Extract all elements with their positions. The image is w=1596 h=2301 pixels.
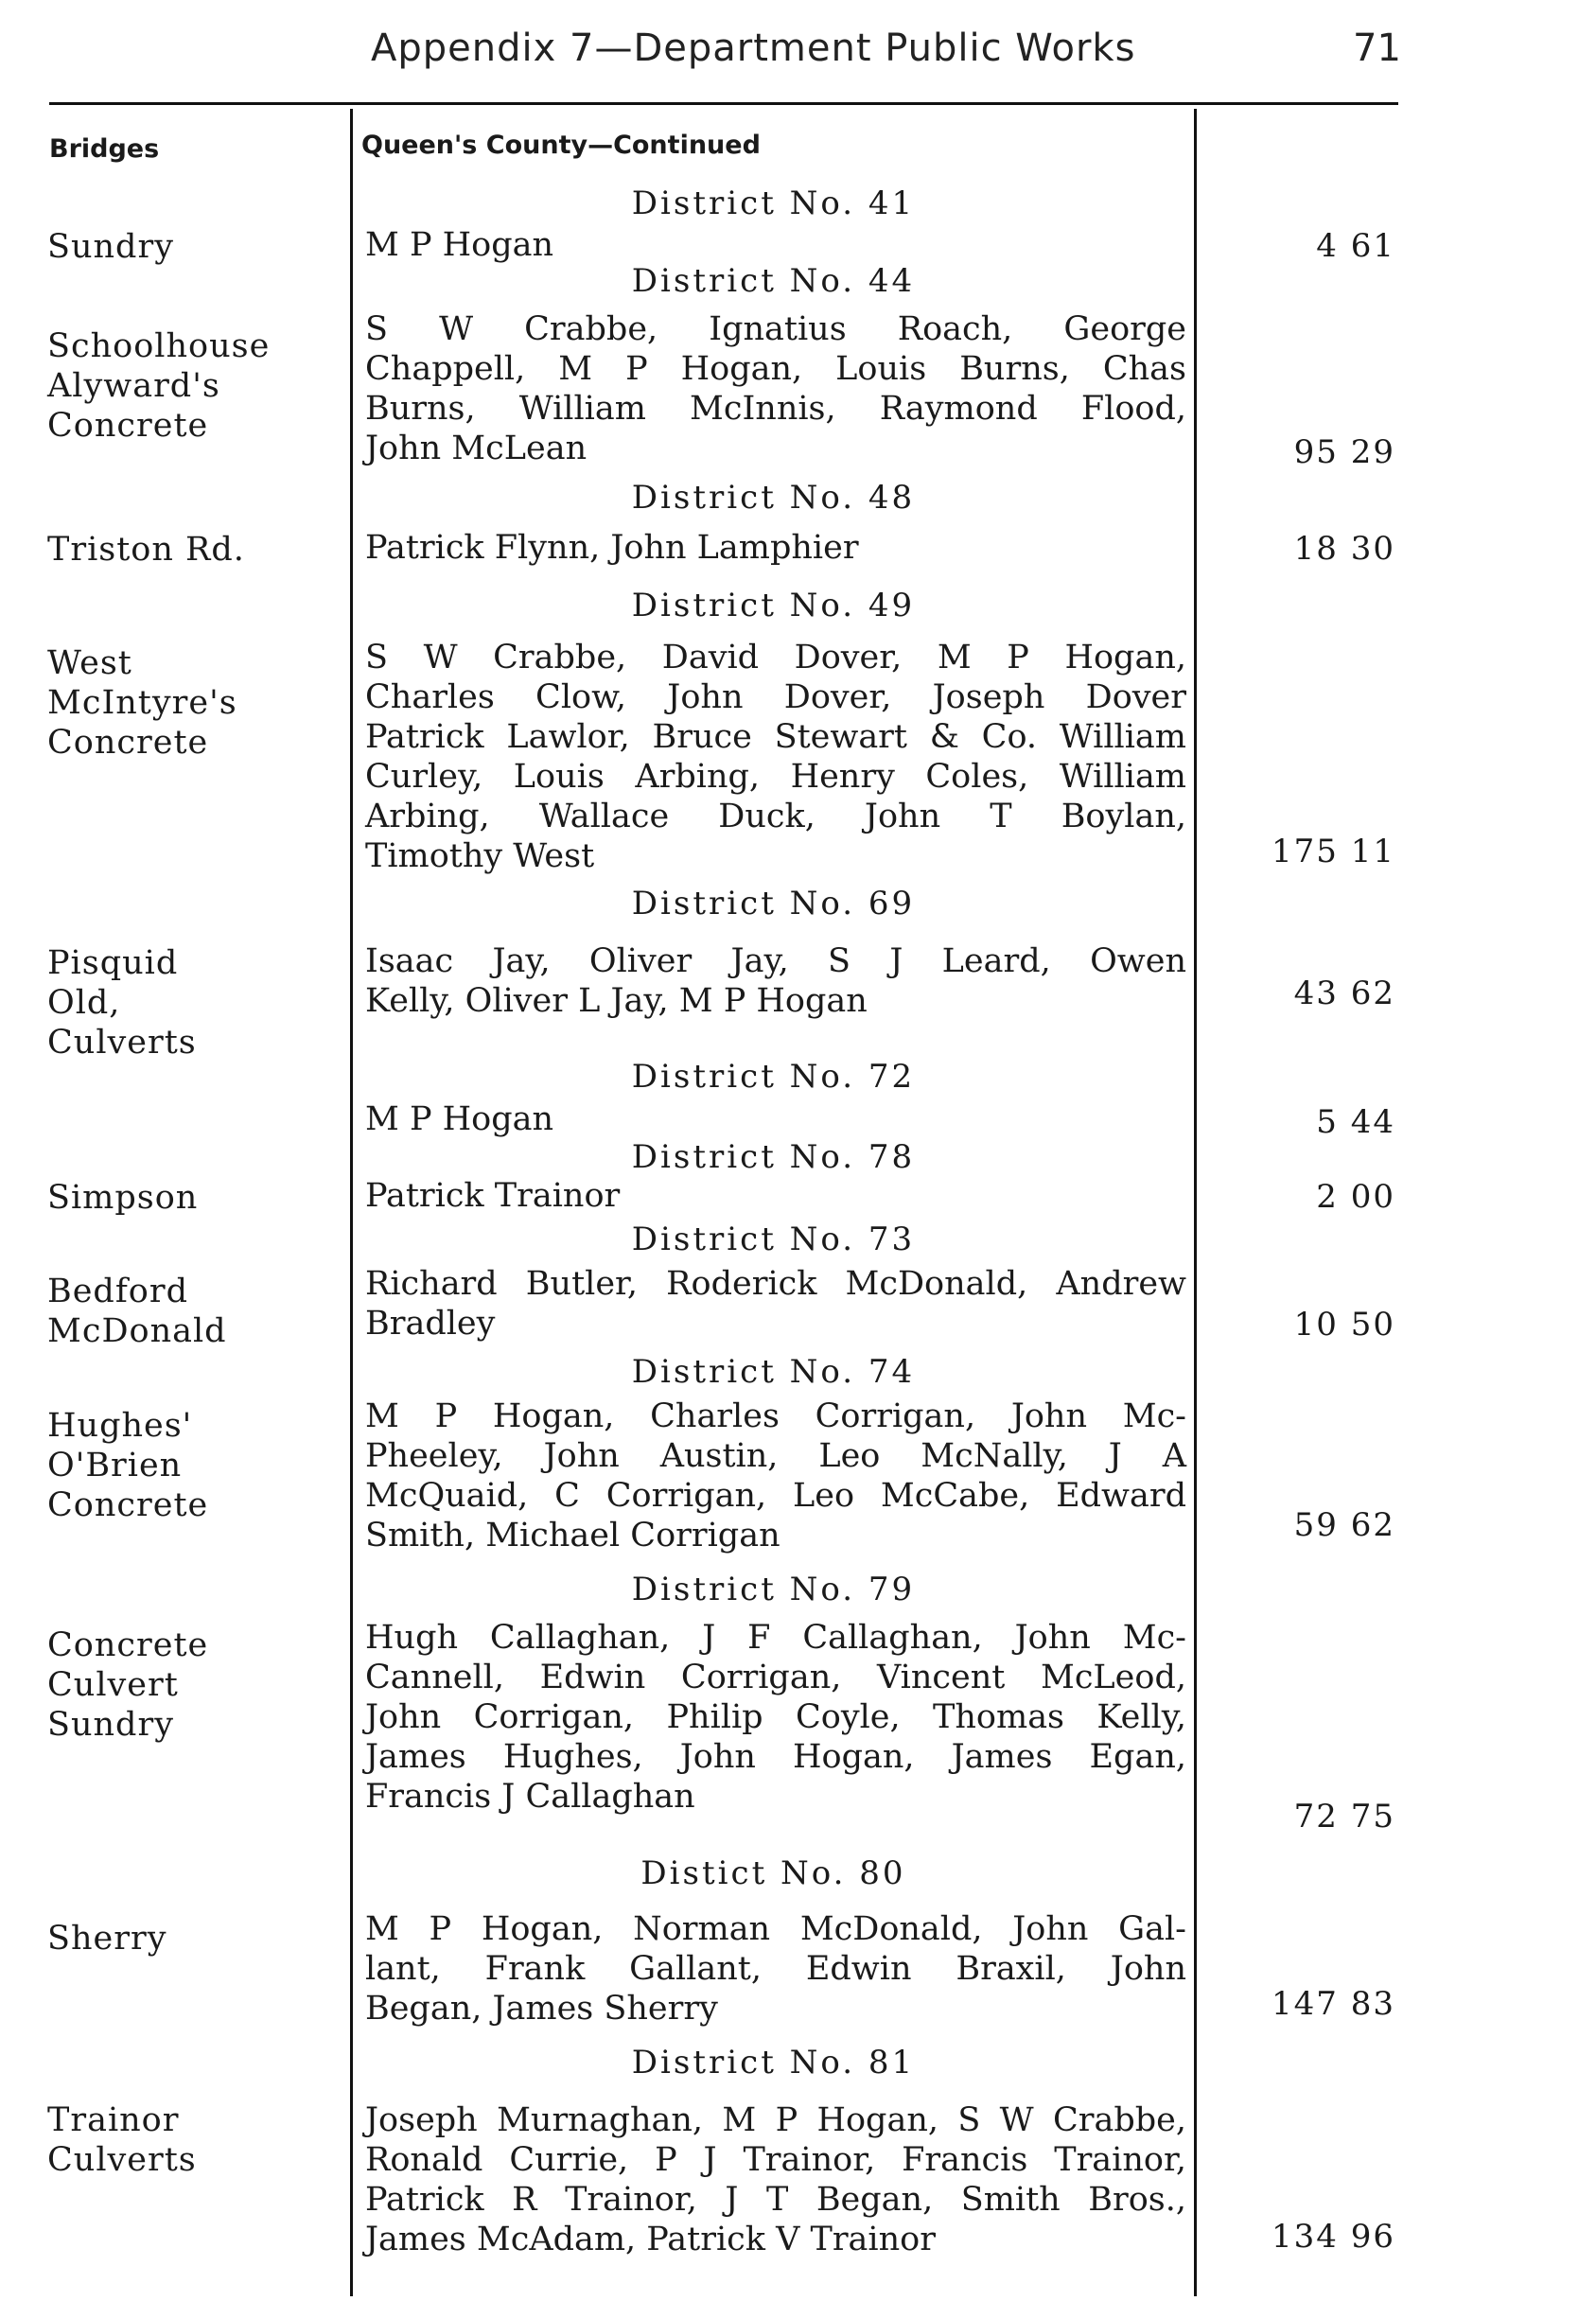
worker-names: [365, 225, 1186, 265]
worker-names-line: Richard Butler, Roderick McDonald, Andrew: [365, 1265, 1186, 1303]
worker-names: [365, 1099, 1186, 1139]
district-heading: District No. 69: [631, 885, 916, 922]
amount-value: 10 50: [1293, 1306, 1395, 1344]
worker-names-line: John Corrigan, Philip Coyle, Thomas Kelly,: [365, 1698, 1186, 1736]
bridge-name-line: Sherry: [47, 1920, 167, 1958]
district-heading: Distict No. 80: [640, 1854, 906, 1892]
bridge-name-line: Alyward's: [47, 367, 220, 405]
worker-names-line: Joseph Murnaghan, M P Hogan, S W Crabbe,: [365, 2101, 1186, 2139]
amount-value: 72 75: [1293, 1798, 1395, 1836]
worker-names-line: John McLean: [365, 430, 588, 467]
worker-names: [365, 2100, 1186, 2259]
district-heading: District No. 81: [631, 2044, 916, 2081]
worker-names: [365, 941, 1186, 1021]
worker-names-line: Isaac Jay, Oliver Jay, S J Leard, Owen: [365, 942, 1186, 980]
worker-names-line: S W Crabbe, David Dover, M P Hogan,: [365, 639, 1186, 676]
amount-value: 175 11: [1272, 833, 1395, 870]
worker-names-line: Hugh Callaghan, J F Callaghan, John Mc-: [365, 1619, 1186, 1657]
bridge-name-line: Concrete: [47, 724, 209, 762]
bridge-name-line: Concrete: [47, 1486, 209, 1524]
worker-names-line: M P Hogan: [365, 1100, 554, 1138]
bridge-name-line: McIntyre's: [47, 684, 237, 722]
worker-names-line: Cannell, Edwin Corrigan, Vincent McLeod,: [365, 1659, 1186, 1696]
bridge-name: [47, 1178, 341, 1218]
district-heading: District No. 72: [631, 1058, 916, 1096]
worker-names-line: McQuaid, C Corrigan, Leo McCabe, Edward: [365, 1477, 1186, 1515]
worker-names-line: Chappell, M P Hogan, Louis Burns, Chas: [365, 350, 1186, 388]
bridge-name-line: West: [47, 644, 132, 682]
column-divider-left: [350, 109, 353, 2296]
bridge-name-line: Culverts: [47, 1024, 197, 1062]
district-heading: District No. 78: [631, 1138, 916, 1176]
district-heading: District No. 79: [631, 1571, 916, 1608]
district-heading: District No. 73: [631, 1221, 916, 1258]
bridge-name-line: McDonald: [47, 1312, 227, 1350]
worker-names-line: Burns, William McInnis, Raymond Flood,: [365, 390, 1186, 428]
bridge-name-line: Sundry: [47, 228, 174, 266]
bridge-name: [47, 1272, 341, 1351]
bridge-name-line: Bedford: [47, 1273, 188, 1310]
amount-value: 5 44: [1316, 1103, 1395, 1141]
bridge-name-line: Schoolhouse: [47, 327, 271, 365]
amount-value: 2 00: [1316, 1178, 1395, 1216]
worker-names-line: Arbing, Wallace Duck, John T Boylan,: [365, 798, 1186, 835]
column-heading-county: Queen's County—Continued: [361, 131, 761, 160]
amount-value: 43 62: [1293, 975, 1395, 1012]
bridge-name: [47, 326, 341, 446]
bridge-name: [47, 1406, 341, 1525]
worker-names-line: Patrick R Trainor, J T Began, Smith Bros.,: [365, 2181, 1186, 2219]
bridge-name: [47, 1919, 341, 1958]
worker-names-line: lant, Frank Gallant, Edwin Braxil, John: [365, 1950, 1186, 1988]
worker-names: [365, 1264, 1186, 1344]
worker-names-line: M P Hogan, Charles Corrigan, John Mc-: [365, 1397, 1186, 1435]
column-heading-bridges: Bridges: [49, 134, 160, 164]
worker-names: [365, 309, 1186, 468]
bridge-name: [47, 1625, 341, 1745]
bridge-name-line: Concrete: [47, 1626, 209, 1664]
bridge-name: [47, 943, 341, 1063]
amount-value: 4 61: [1316, 227, 1395, 265]
amount-value: 59 62: [1293, 1506, 1395, 1544]
bridge-name-line: Old,: [47, 984, 121, 1022]
bridge-name-line: Culvert: [47, 1666, 179, 1704]
bridge-name: [47, 2100, 341, 2180]
district-heading: District No. 49: [631, 587, 916, 624]
bridge-name-line: Culverts: [47, 2141, 197, 2179]
worker-names: [365, 1396, 1186, 1555]
bridge-name-line: Concrete: [47, 407, 209, 445]
worker-names-line: Kelly, Oliver L Jay, M P Hogan: [365, 982, 868, 1020]
bridge-name-line: Hughes': [47, 1407, 193, 1445]
column-divider-right: [1194, 109, 1197, 2296]
worker-names-line: Began, James Sherry: [365, 1990, 718, 2028]
amount-value: 147 83: [1272, 1985, 1395, 2023]
district-heading: District No. 44: [631, 262, 916, 300]
worker-names-line: Patrick Trainor: [365, 1177, 621, 1215]
worker-names-line: Curley, Louis Arbing, Henry Coles, William: [365, 758, 1186, 796]
worker-names-line: Francis J Callaghan: [365, 1778, 695, 1816]
header-rule: [49, 102, 1398, 105]
bridge-name-line: Simpson: [47, 1179, 199, 1217]
worker-names-line: Pheeley, John Austin, Leo McNally, J A: [365, 1437, 1186, 1475]
bridge-name: [47, 643, 341, 763]
bridge-name: [47, 530, 341, 570]
worker-names: [365, 1176, 1186, 1216]
worker-names-line: Patrick Lawlor, Bruce Stewart & Co. William: [365, 718, 1186, 756]
bridge-name-line: Sundry: [47, 1706, 174, 1744]
bridge-name-line: Pisquid: [47, 944, 179, 982]
amount-value: 134 96: [1272, 2218, 1395, 2256]
district-heading: District No. 74: [631, 1353, 916, 1391]
worker-names-line: Bradley: [365, 1305, 496, 1343]
bridge-name-line: O'Brien: [47, 1447, 183, 1484]
worker-names-line: Smith, Michael Corrigan: [365, 1517, 780, 1554]
worker-names: [365, 528, 1186, 568]
district-heading: District No. 48: [631, 479, 916, 517]
worker-names-line: Ronald Currie, P J Trainor, Francis Trainor,: [365, 2141, 1186, 2179]
worker-names-line: M P Hogan: [365, 226, 554, 264]
bridge-name-line: Trainor: [47, 2101, 180, 2139]
bridge-name-line: Triston Rd.: [47, 531, 245, 569]
worker-names: [365, 1909, 1186, 2029]
worker-names-line: Timothy West: [365, 837, 595, 875]
worker-names: [365, 1618, 1186, 1817]
worker-names-line: James McAdam, Patrick V Trainor: [365, 2221, 936, 2258]
worker-names-line: S W Crabbe, Ignatius Roach, George: [365, 310, 1186, 348]
amount-value: 18 30: [1293, 530, 1395, 568]
district-heading: District No. 41: [631, 184, 916, 222]
amount-value: 95 29: [1293, 433, 1395, 471]
page-number: 71: [1353, 26, 1401, 70]
worker-names-line: Charles Clow, John Dover, Joseph Dover: [365, 678, 1186, 716]
worker-names: [365, 638, 1186, 876]
worker-names-line: James Hughes, John Hogan, James Egan,: [365, 1738, 1186, 1776]
worker-names-line: M P Hogan, Norman McDonald, John Gal-: [365, 1910, 1186, 1948]
page-header-title: Appendix 7—Department Public Works: [371, 26, 1136, 70]
worker-names-line: Patrick Flynn, John Lamphier: [365, 529, 859, 567]
bridge-name: [47, 227, 341, 267]
